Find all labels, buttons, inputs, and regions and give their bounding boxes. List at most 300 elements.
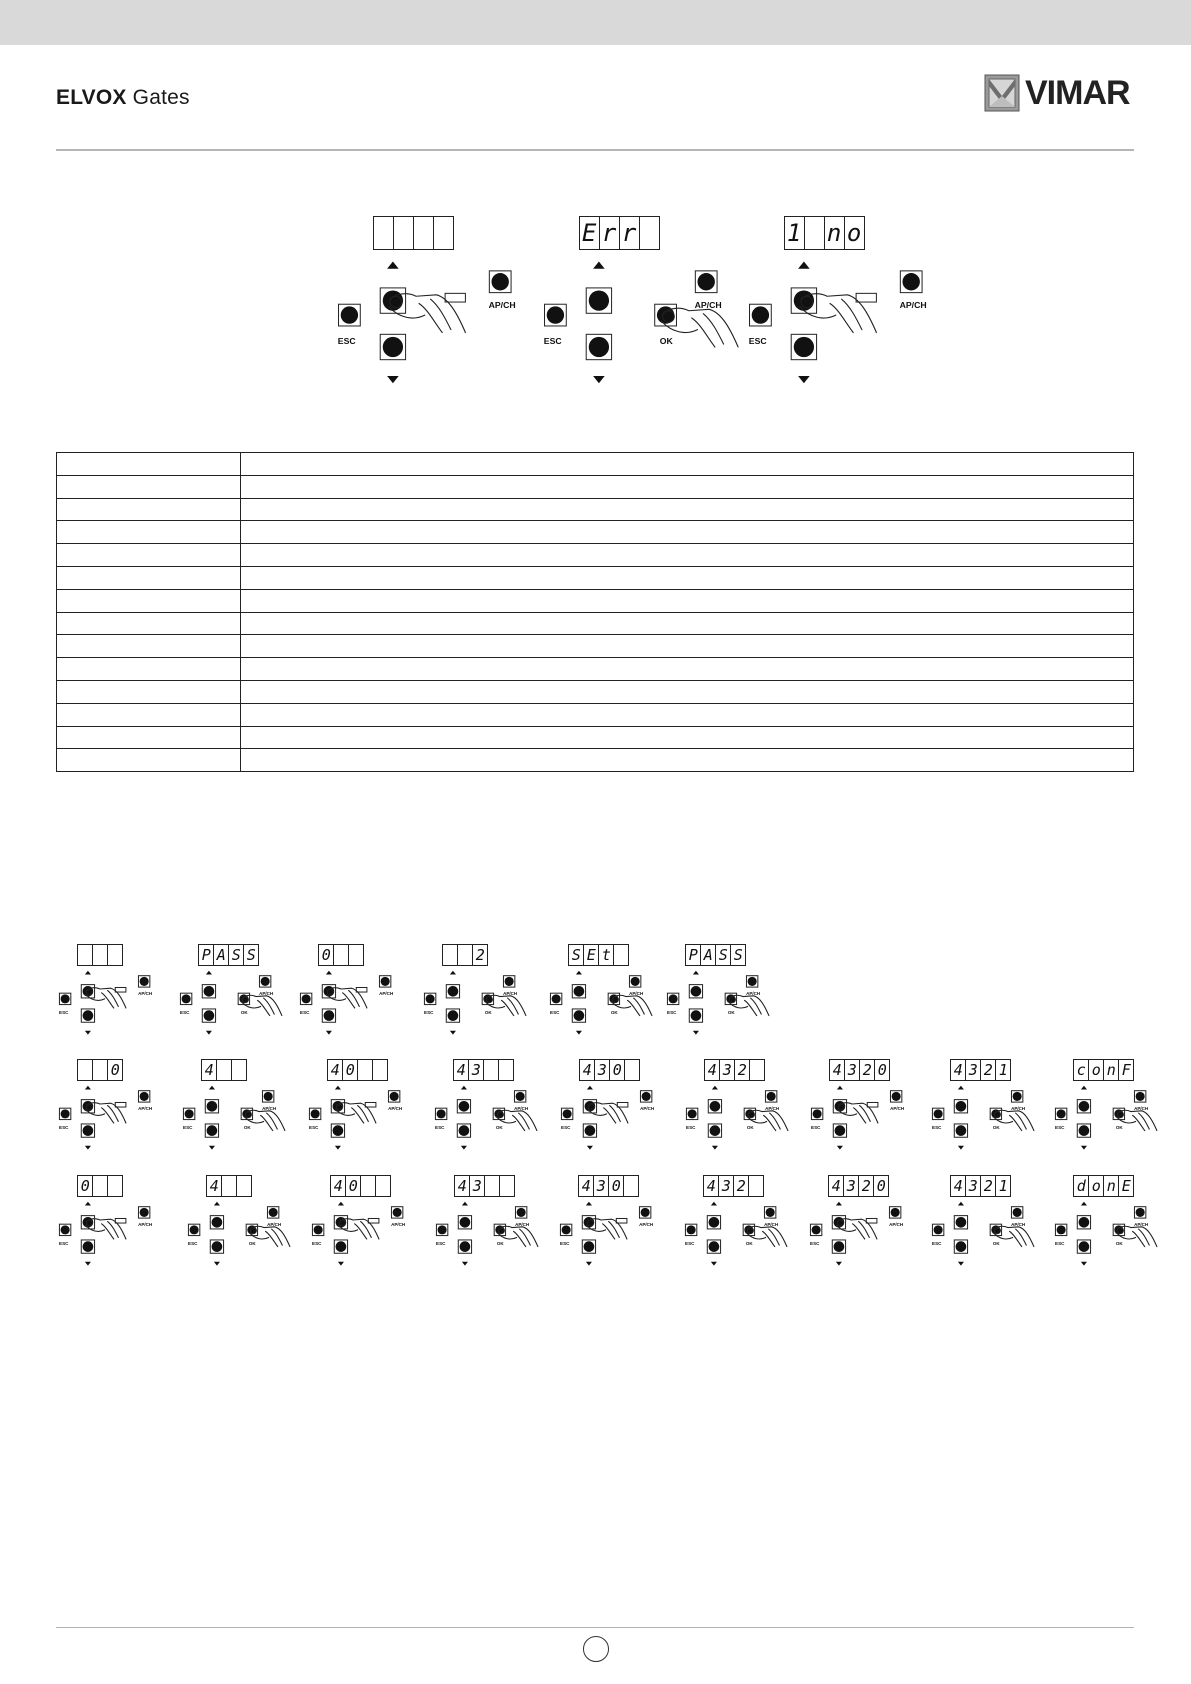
ok-label: OK bbox=[610, 1010, 618, 1016]
ok-label: OK bbox=[727, 1010, 735, 1016]
ok-label: OK bbox=[992, 1125, 1000, 1131]
esc-button bbox=[932, 1224, 943, 1235]
round-push-button-icon bbox=[448, 1010, 459, 1021]
apch-button bbox=[889, 1207, 900, 1218]
apch-button bbox=[138, 1091, 149, 1102]
triangle-down-icon bbox=[593, 376, 605, 383]
down-button bbox=[833, 1124, 846, 1137]
round-push-button-icon bbox=[460, 1241, 471, 1252]
round-push-button-icon bbox=[891, 1208, 900, 1217]
down-button bbox=[954, 1240, 967, 1253]
display-digit: 1 bbox=[998, 1176, 1008, 1195]
apch-label: AP/CH bbox=[515, 1222, 530, 1228]
down-button bbox=[1077, 1240, 1090, 1253]
table-cell bbox=[241, 544, 1134, 567]
round-push-button-icon bbox=[585, 1125, 596, 1136]
esc-label: ESC bbox=[312, 1241, 322, 1247]
keypad-diagram bbox=[929, 1085, 1035, 1157]
segment-display bbox=[579, 1059, 640, 1081]
round-push-button-icon bbox=[341, 306, 358, 323]
triangle-down-icon bbox=[837, 1146, 843, 1150]
segment-display bbox=[1073, 1059, 1134, 1081]
round-push-button-icon bbox=[83, 1125, 94, 1136]
keypad-diagram bbox=[309, 1201, 415, 1273]
ok-label: OK bbox=[495, 1125, 503, 1131]
table-cell bbox=[241, 726, 1134, 749]
table-cell bbox=[57, 566, 241, 589]
table-row bbox=[57, 475, 1134, 498]
table-cell bbox=[241, 749, 1134, 772]
keypad-diagram bbox=[538, 260, 741, 398]
display-digit: 4 bbox=[328, 1060, 343, 1080]
display-digit: P bbox=[199, 945, 214, 965]
display-digit: 4 bbox=[331, 1176, 346, 1196]
round-push-button-icon bbox=[834, 1241, 845, 1252]
segment-display bbox=[442, 944, 488, 966]
apch-label: AP/CH bbox=[1134, 1222, 1149, 1228]
up-button bbox=[446, 985, 459, 998]
segment-display bbox=[578, 1175, 639, 1197]
display-digit: 2 bbox=[981, 1176, 996, 1196]
round-push-button-icon bbox=[190, 1225, 199, 1234]
display-digit: 0 bbox=[609, 1176, 624, 1196]
segment-display bbox=[950, 1175, 1011, 1197]
table-cell bbox=[57, 544, 241, 567]
triangle-down-icon bbox=[693, 1031, 699, 1035]
down-button bbox=[81, 1009, 94, 1022]
esc-label: ESC bbox=[309, 1125, 319, 1131]
down-button bbox=[334, 1240, 347, 1253]
display-digit: S bbox=[229, 945, 244, 965]
display-digit bbox=[485, 1176, 500, 1196]
segment-display bbox=[77, 944, 123, 966]
up-button bbox=[708, 1100, 721, 1113]
esc-button bbox=[1055, 1224, 1066, 1235]
apch-label: AP/CH bbox=[262, 1106, 277, 1112]
display-digit: 3 bbox=[966, 1060, 981, 1080]
round-push-button-icon bbox=[1079, 1241, 1090, 1252]
apch-button bbox=[267, 1207, 278, 1218]
keypad-diagram bbox=[421, 970, 527, 1042]
up-button bbox=[1077, 1100, 1090, 1113]
keypad-diagram bbox=[743, 260, 946, 398]
apch-label: AP/CH bbox=[640, 1106, 655, 1112]
triangle-up-icon bbox=[387, 261, 399, 268]
triangle-down-icon bbox=[85, 1031, 91, 1035]
triangle-down-icon bbox=[209, 1146, 215, 1150]
ok-label: OK bbox=[659, 335, 673, 346]
round-push-button-icon bbox=[691, 1010, 702, 1021]
logo-text: VIMAR bbox=[1025, 73, 1130, 112]
keypad-diagram bbox=[56, 970, 162, 1042]
display-digit: E bbox=[584, 945, 599, 965]
round-push-button-icon bbox=[212, 1241, 223, 1252]
round-push-button-icon bbox=[687, 1225, 696, 1234]
display-digit bbox=[93, 1060, 108, 1080]
esc-button bbox=[811, 1108, 822, 1119]
esc-button bbox=[59, 993, 70, 1004]
round-push-button-icon bbox=[438, 1225, 447, 1234]
display-digit: 0 bbox=[110, 1060, 120, 1079]
segment-display bbox=[568, 944, 629, 966]
display-digit bbox=[434, 217, 453, 249]
round-push-button-icon bbox=[835, 1125, 846, 1136]
apch-label: AP/CH bbox=[138, 1106, 153, 1112]
table-row bbox=[57, 566, 1134, 589]
round-push-button-icon bbox=[752, 306, 769, 323]
triangle-down-icon bbox=[712, 1146, 718, 1150]
esc-button bbox=[750, 304, 772, 326]
ok-label: OK bbox=[484, 1010, 492, 1016]
round-push-button-icon bbox=[574, 986, 585, 997]
triangle-up-icon bbox=[214, 1202, 220, 1206]
display-digit bbox=[237, 1176, 251, 1196]
display-digit: P bbox=[686, 945, 701, 965]
esc-button bbox=[550, 993, 561, 1004]
display-digit bbox=[93, 1176, 108, 1196]
round-push-button-icon bbox=[61, 1109, 70, 1118]
round-push-button-icon bbox=[1057, 1225, 1066, 1234]
segment-display bbox=[206, 1175, 252, 1197]
display-digit bbox=[640, 217, 659, 249]
parameter-table bbox=[56, 452, 1134, 772]
down-button bbox=[707, 1240, 720, 1253]
display-digit: o bbox=[1089, 1176, 1104, 1196]
down-button bbox=[210, 1240, 223, 1253]
apch-button bbox=[746, 976, 757, 987]
header-divider bbox=[56, 149, 1134, 151]
triangle-down-icon bbox=[462, 1262, 468, 1266]
apch-label: AP/CH bbox=[379, 991, 394, 997]
segment-display bbox=[828, 1175, 889, 1197]
display-digit: 4 bbox=[207, 1176, 222, 1196]
keypad-diagram bbox=[664, 970, 770, 1042]
triangle-down-icon bbox=[798, 376, 810, 383]
brand-light: Gates bbox=[132, 86, 190, 109]
display-digit: 0 bbox=[610, 1060, 625, 1080]
table-row bbox=[57, 749, 1134, 772]
display-digit: 3 bbox=[966, 1176, 981, 1196]
triangle-down-icon bbox=[576, 1031, 582, 1035]
triangle-down-icon bbox=[586, 1262, 592, 1266]
esc-label: ESC bbox=[811, 1125, 821, 1131]
display-digit: 1 bbox=[785, 217, 805, 249]
display-digit: 4 bbox=[455, 1176, 470, 1196]
ok-label: OK bbox=[1115, 1125, 1123, 1131]
esc-button bbox=[561, 1108, 572, 1119]
esc-label: ESC bbox=[188, 1241, 198, 1247]
triangle-up-icon bbox=[958, 1202, 964, 1206]
round-push-button-icon bbox=[748, 977, 757, 986]
round-push-button-icon bbox=[448, 986, 459, 997]
apch-label: AP/CH bbox=[639, 1222, 654, 1228]
round-push-button-icon bbox=[584, 1241, 595, 1252]
esc-label: ESC bbox=[337, 335, 356, 346]
apch-label: AP/CH bbox=[1011, 1222, 1026, 1228]
round-push-button-icon bbox=[956, 1101, 967, 1112]
triangle-up-icon bbox=[461, 1086, 467, 1090]
triangle-down-icon bbox=[587, 1146, 593, 1150]
table-cell bbox=[241, 658, 1134, 681]
round-push-button-icon bbox=[642, 1092, 651, 1101]
display-digit: 0 bbox=[319, 945, 334, 965]
round-push-button-icon bbox=[956, 1125, 967, 1136]
apch-label: AP/CH bbox=[503, 991, 518, 997]
round-push-button-icon bbox=[641, 1208, 650, 1217]
down-button bbox=[586, 334, 611, 359]
display-digit bbox=[108, 1176, 122, 1196]
round-push-button-icon bbox=[212, 1217, 223, 1228]
round-push-button-icon bbox=[812, 1225, 821, 1234]
down-button bbox=[954, 1124, 967, 1137]
table-cell bbox=[241, 498, 1134, 521]
table-cell bbox=[57, 635, 241, 658]
ok-label: OK bbox=[1115, 1241, 1123, 1247]
round-push-button-icon bbox=[1057, 1109, 1066, 1118]
table-row bbox=[57, 635, 1134, 658]
display-digit bbox=[374, 217, 394, 249]
keypad-diagram bbox=[56, 1085, 162, 1157]
triangle-up-icon bbox=[335, 1086, 341, 1090]
esc-label: ESC bbox=[59, 1010, 69, 1016]
round-push-button-icon bbox=[505, 977, 514, 986]
display-digit: 2 bbox=[735, 1060, 750, 1080]
display-digit: 4 bbox=[951, 1060, 966, 1080]
apch-label: AP/CH bbox=[694, 299, 722, 310]
keypad-diagram bbox=[177, 970, 283, 1042]
keypad-diagram bbox=[332, 260, 535, 398]
up-button bbox=[458, 1216, 471, 1229]
esc-button bbox=[810, 1224, 821, 1235]
ok-label: OK bbox=[240, 1010, 248, 1016]
ok-button bbox=[655, 304, 677, 326]
up-button bbox=[202, 985, 215, 998]
apch-button bbox=[388, 1091, 399, 1102]
round-push-button-icon bbox=[492, 273, 509, 290]
esc-label: ESC bbox=[1055, 1241, 1065, 1247]
table-cell bbox=[57, 521, 241, 544]
round-push-button-icon bbox=[324, 1010, 335, 1021]
round-push-button-icon bbox=[631, 977, 640, 986]
esc-label: ESC bbox=[550, 1010, 560, 1016]
up-button bbox=[1077, 1216, 1090, 1229]
display-digit: 2 bbox=[734, 1176, 749, 1196]
apch-label: AP/CH bbox=[889, 1222, 904, 1228]
triangle-up-icon bbox=[338, 1202, 344, 1206]
triangle-down-icon bbox=[1081, 1262, 1087, 1266]
table-cell bbox=[241, 521, 1134, 544]
ok-label: OK bbox=[746, 1125, 754, 1131]
keypad-diagram bbox=[557, 1201, 663, 1273]
apch-button bbox=[379, 976, 390, 987]
apch-button bbox=[1134, 1207, 1145, 1218]
esc-button bbox=[685, 1224, 696, 1235]
apch-label: AP/CH bbox=[899, 299, 927, 310]
triangle-up-icon bbox=[586, 1202, 592, 1206]
round-push-button-icon bbox=[794, 336, 814, 356]
display-digit: 2 bbox=[475, 945, 485, 964]
triangle-up-icon bbox=[85, 971, 91, 975]
triangle-down-icon bbox=[338, 1262, 344, 1266]
esc-label: ESC bbox=[561, 1125, 571, 1131]
triangle-up-icon bbox=[712, 1086, 718, 1090]
display-digit: 2 bbox=[981, 1060, 996, 1080]
display-digit: 3 bbox=[595, 1060, 610, 1080]
segment-display bbox=[950, 1059, 1011, 1081]
keypad-diagram bbox=[297, 970, 403, 1042]
apch-button bbox=[259, 976, 270, 987]
round-push-button-icon bbox=[311, 1109, 320, 1118]
table-cell bbox=[57, 680, 241, 703]
segment-display bbox=[330, 1175, 391, 1197]
esc-label: ESC bbox=[667, 1010, 677, 1016]
keypad-diagram bbox=[682, 1201, 788, 1273]
vimar-logo bbox=[984, 72, 1136, 114]
down-button bbox=[708, 1124, 721, 1137]
round-push-button-icon bbox=[1079, 1217, 1090, 1228]
apch-button bbox=[515, 1207, 526, 1218]
esc-button bbox=[312, 1224, 323, 1235]
esc-button bbox=[309, 1108, 320, 1119]
table-row bbox=[57, 612, 1134, 635]
table-cell bbox=[241, 475, 1134, 498]
apch-label: AP/CH bbox=[267, 1222, 282, 1228]
segment-display bbox=[784, 216, 865, 250]
apch-label: AP/CH bbox=[259, 991, 274, 997]
display-digit: 4 bbox=[202, 1060, 217, 1080]
down-button bbox=[331, 1124, 344, 1137]
round-push-button-icon bbox=[314, 1225, 323, 1234]
segment-display bbox=[829, 1059, 890, 1081]
triangle-up-icon bbox=[85, 1086, 91, 1090]
triangle-down-icon bbox=[85, 1262, 91, 1266]
segment-display bbox=[318, 944, 364, 966]
triangle-down-icon bbox=[958, 1146, 964, 1150]
display-digit bbox=[614, 945, 628, 965]
round-push-button-icon bbox=[516, 1092, 525, 1101]
round-push-button-icon bbox=[1136, 1208, 1145, 1217]
segment-display bbox=[198, 944, 259, 966]
esc-button bbox=[59, 1224, 70, 1235]
apch-label: AP/CH bbox=[391, 1222, 406, 1228]
round-push-button-icon bbox=[517, 1208, 526, 1217]
round-push-button-icon bbox=[336, 1241, 347, 1252]
apch-button bbox=[503, 976, 514, 987]
table-row bbox=[57, 680, 1134, 703]
round-push-button-icon bbox=[956, 1241, 967, 1252]
ok-label: OK bbox=[745, 1241, 753, 1247]
down-button bbox=[458, 1240, 471, 1253]
apch-label: AP/CH bbox=[629, 991, 644, 997]
apch-button bbox=[629, 976, 640, 987]
triangle-up-icon bbox=[209, 1086, 215, 1090]
vimar-emblem-icon bbox=[984, 74, 1020, 112]
display-digit: E bbox=[580, 217, 600, 249]
down-button bbox=[322, 1009, 335, 1022]
display-digit bbox=[750, 1060, 764, 1080]
esc-label: ESC bbox=[932, 1125, 942, 1131]
table-cell bbox=[241, 635, 1134, 658]
display-digit bbox=[361, 1176, 376, 1196]
round-push-button-icon bbox=[710, 1125, 721, 1136]
round-push-button-icon bbox=[264, 1092, 273, 1101]
display-digit: n bbox=[1104, 1060, 1119, 1080]
ok-label: OK bbox=[992, 1241, 1000, 1247]
table-row bbox=[57, 726, 1134, 749]
display-digit bbox=[108, 945, 122, 965]
table-cell bbox=[57, 589, 241, 612]
round-push-button-icon bbox=[140, 977, 149, 986]
esc-button bbox=[932, 1108, 943, 1119]
down-button bbox=[205, 1124, 218, 1137]
triangle-down-icon bbox=[450, 1031, 456, 1035]
apch-button bbox=[765, 1091, 776, 1102]
display-digit: n bbox=[1104, 1176, 1119, 1196]
round-push-button-icon bbox=[383, 290, 403, 310]
display-digit: A bbox=[701, 945, 716, 965]
table-row bbox=[57, 658, 1134, 681]
up-button bbox=[210, 1216, 223, 1229]
apch-label: AP/CH bbox=[488, 299, 516, 310]
esc-button bbox=[424, 993, 435, 1004]
display-digit: 2 bbox=[859, 1176, 874, 1196]
triangle-up-icon bbox=[798, 261, 810, 268]
round-push-button-icon bbox=[956, 1217, 967, 1228]
segment-display bbox=[685, 944, 746, 966]
round-push-button-icon bbox=[61, 1225, 70, 1234]
esc-button bbox=[180, 993, 191, 1004]
apch-label: AP/CH bbox=[890, 1106, 905, 1112]
up-button bbox=[954, 1100, 967, 1113]
down-button bbox=[202, 1009, 215, 1022]
display-digit: o bbox=[846, 219, 862, 247]
triangle-up-icon bbox=[1081, 1202, 1087, 1206]
round-push-button-icon bbox=[383, 336, 403, 356]
esc-button bbox=[436, 1224, 447, 1235]
display-digit: r bbox=[620, 217, 640, 249]
esc-label: ESC bbox=[685, 1241, 695, 1247]
triangle-up-icon bbox=[576, 971, 582, 975]
esc-label: ESC bbox=[435, 1125, 445, 1131]
apch-button bbox=[514, 1091, 525, 1102]
esc-label: ESC bbox=[183, 1125, 193, 1131]
display-digit bbox=[625, 1060, 639, 1080]
round-push-button-icon bbox=[1136, 1092, 1145, 1101]
footer-divider bbox=[56, 1627, 1134, 1628]
apch-button bbox=[890, 1091, 901, 1102]
round-push-button-icon bbox=[207, 1125, 218, 1136]
display-digit bbox=[93, 945, 108, 965]
down-button bbox=[81, 1240, 94, 1253]
round-push-button-icon bbox=[794, 290, 814, 310]
display-digit: 0 bbox=[876, 1176, 886, 1195]
keypad-diagram bbox=[1052, 1201, 1158, 1273]
round-push-button-icon bbox=[182, 994, 191, 1003]
round-push-button-icon bbox=[1079, 1101, 1090, 1112]
display-digit bbox=[624, 1176, 638, 1196]
esc-label: ESC bbox=[686, 1125, 696, 1131]
esc-button bbox=[435, 1108, 446, 1119]
round-push-button-icon bbox=[589, 336, 609, 356]
round-push-button-icon bbox=[698, 273, 715, 290]
up-button bbox=[205, 1100, 218, 1113]
round-push-button-icon bbox=[302, 994, 311, 1003]
round-push-button-icon bbox=[426, 994, 435, 1003]
triangle-up-icon bbox=[587, 1086, 593, 1090]
round-push-button-icon bbox=[207, 1101, 218, 1112]
round-push-button-icon bbox=[459, 1125, 470, 1136]
display-digit: 3 bbox=[469, 1060, 484, 1080]
